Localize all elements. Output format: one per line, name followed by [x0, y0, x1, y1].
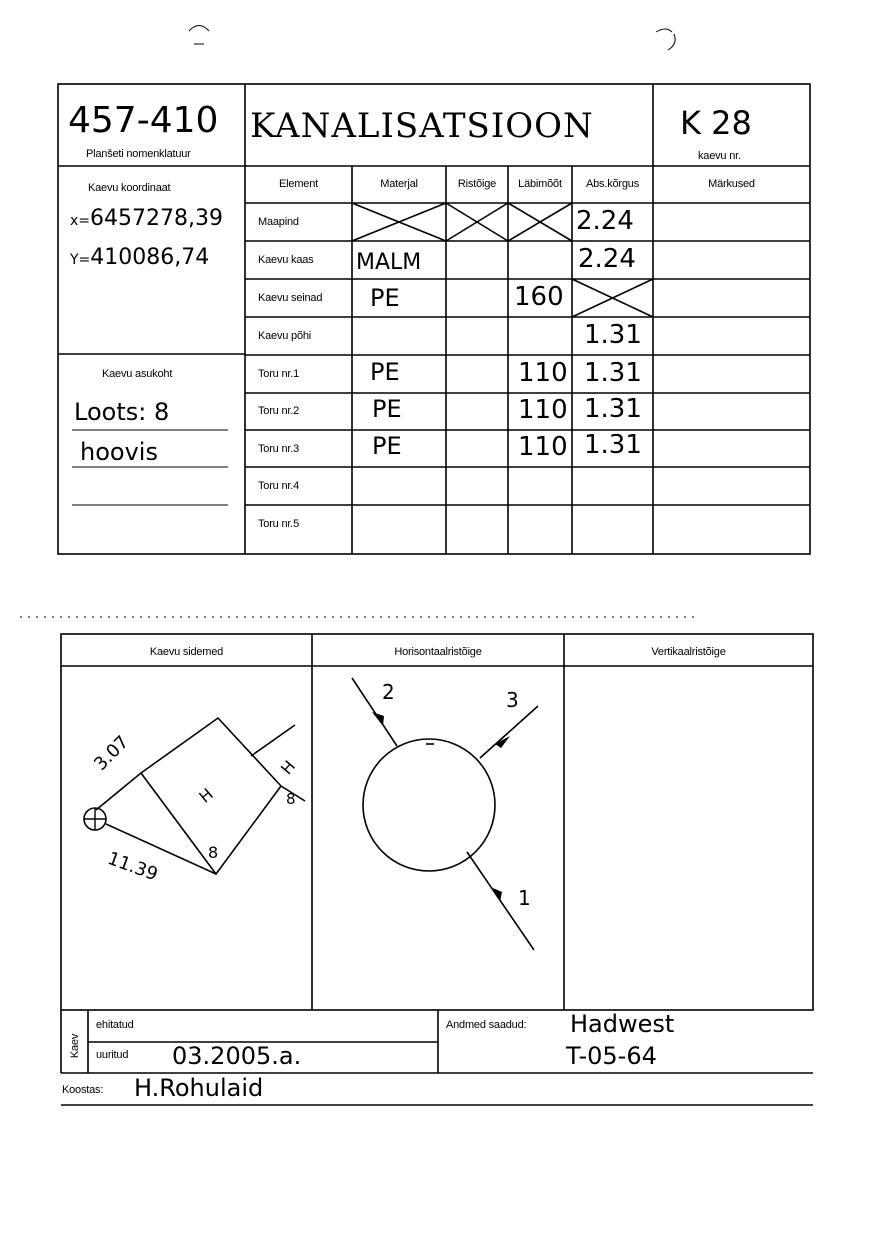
- row-element: Kaevu kaas: [258, 254, 314, 266]
- connections-sketch: [61, 666, 312, 1010]
- built-label: ehitatud: [96, 1019, 134, 1031]
- row-abs: 2.24: [576, 206, 634, 236]
- row-material: PE: [372, 432, 402, 460]
- pipe-label-2: 2: [382, 680, 395, 704]
- row-diameter: 110: [518, 432, 568, 462]
- arrow-2-icon: [372, 712, 384, 726]
- house-label-h: H: [195, 784, 217, 807]
- house-number-label-2: 8: [286, 790, 296, 808]
- header-element: Element: [279, 178, 318, 190]
- card-title: KANALISATSIOON: [250, 106, 594, 146]
- row-material: PE: [372, 395, 402, 423]
- coordinate-y: [70, 245, 209, 270]
- row-element: Toru nr.4: [258, 480, 300, 492]
- row-diameter: 110: [518, 395, 568, 425]
- row-element: Toru nr.2: [258, 405, 300, 417]
- compiled-value: H.Rohulaid: [134, 1074, 264, 1102]
- header-cross: Ristõige: [457, 178, 497, 190]
- header-abs-height: Abs.kõrgus: [585, 178, 640, 190]
- row-abs: 1.31: [584, 320, 642, 350]
- measured-label: uuritud: [96, 1049, 129, 1061]
- row-element: Toru nr.1: [258, 368, 300, 380]
- location-line-2: hoovis: [80, 438, 158, 466]
- header-notes: Märkused: [708, 178, 755, 190]
- house-label-h-2: H: [276, 756, 300, 779]
- row-element: Toru nr.5: [258, 518, 300, 530]
- sheet-code: 457-410: [68, 100, 219, 141]
- row-abs: 1.31: [584, 394, 642, 424]
- distance-label-1: 3.07: [90, 731, 134, 775]
- row-material: PE: [370, 284, 400, 312]
- section-vertical-title: Vertikaalristõige: [651, 646, 726, 658]
- row-material: PE: [370, 358, 400, 386]
- row-element: Maapind: [258, 216, 299, 228]
- coordinate-x-value: 6457278,39: [90, 206, 223, 231]
- horizontal-section-drawing: [312, 666, 564, 1010]
- coordinate-y-value: 410086,74: [90, 245, 210, 270]
- row-abs: 2.24: [578, 244, 636, 274]
- source-code: T-05-64: [566, 1042, 657, 1070]
- row-material: MALM: [356, 250, 422, 275]
- header-material: Materjal: [380, 178, 418, 190]
- location-label: Kaevu asukoht: [102, 368, 173, 380]
- measured-value: 03.2005.a.: [172, 1042, 302, 1070]
- row-abs: 1.31: [584, 430, 642, 460]
- source-value: Hadwest: [570, 1010, 675, 1038]
- distance-label-2: 11.39: [104, 848, 161, 886]
- coordinate-y-prefix: Y=: [70, 252, 91, 268]
- sheet-code-label: Planšeti nomenklatuur: [86, 148, 191, 160]
- coordinate-x-prefix: x=: [70, 213, 91, 229]
- well-number: K 28: [680, 104, 752, 142]
- house-number-label: 8: [208, 843, 219, 862]
- well-number-label: kaevu nr.: [698, 150, 741, 162]
- section-horizontal-title: Horisontaalristõige: [394, 646, 482, 658]
- row-element: Kaevu seinad: [258, 292, 323, 304]
- row-diameter: 160: [514, 282, 564, 312]
- pipe-label-3: 3: [506, 688, 519, 712]
- crosshair-icon: [84, 808, 106, 830]
- pipe-label-1: 1: [518, 886, 531, 910]
- row-diameter: 110: [518, 358, 568, 388]
- coordinates-label: Kaevu koordinaat: [88, 182, 171, 194]
- source-label: Andmed saadud:: [446, 1019, 527, 1031]
- header-diameter: Läbimõõt: [518, 178, 562, 190]
- row-element: Toru nr.3: [258, 443, 300, 455]
- row-abs: 1.31: [584, 358, 642, 388]
- row-element: Kaevu põhi: [258, 330, 312, 342]
- location-line-1: Loots: 8: [74, 398, 170, 426]
- footer-side-label: Kaev: [69, 1033, 81, 1059]
- coordinate-x: [70, 206, 223, 231]
- section-connections-title: Kaevu sidemed: [149, 646, 224, 658]
- compiled-label: Koostas:: [62, 1084, 104, 1096]
